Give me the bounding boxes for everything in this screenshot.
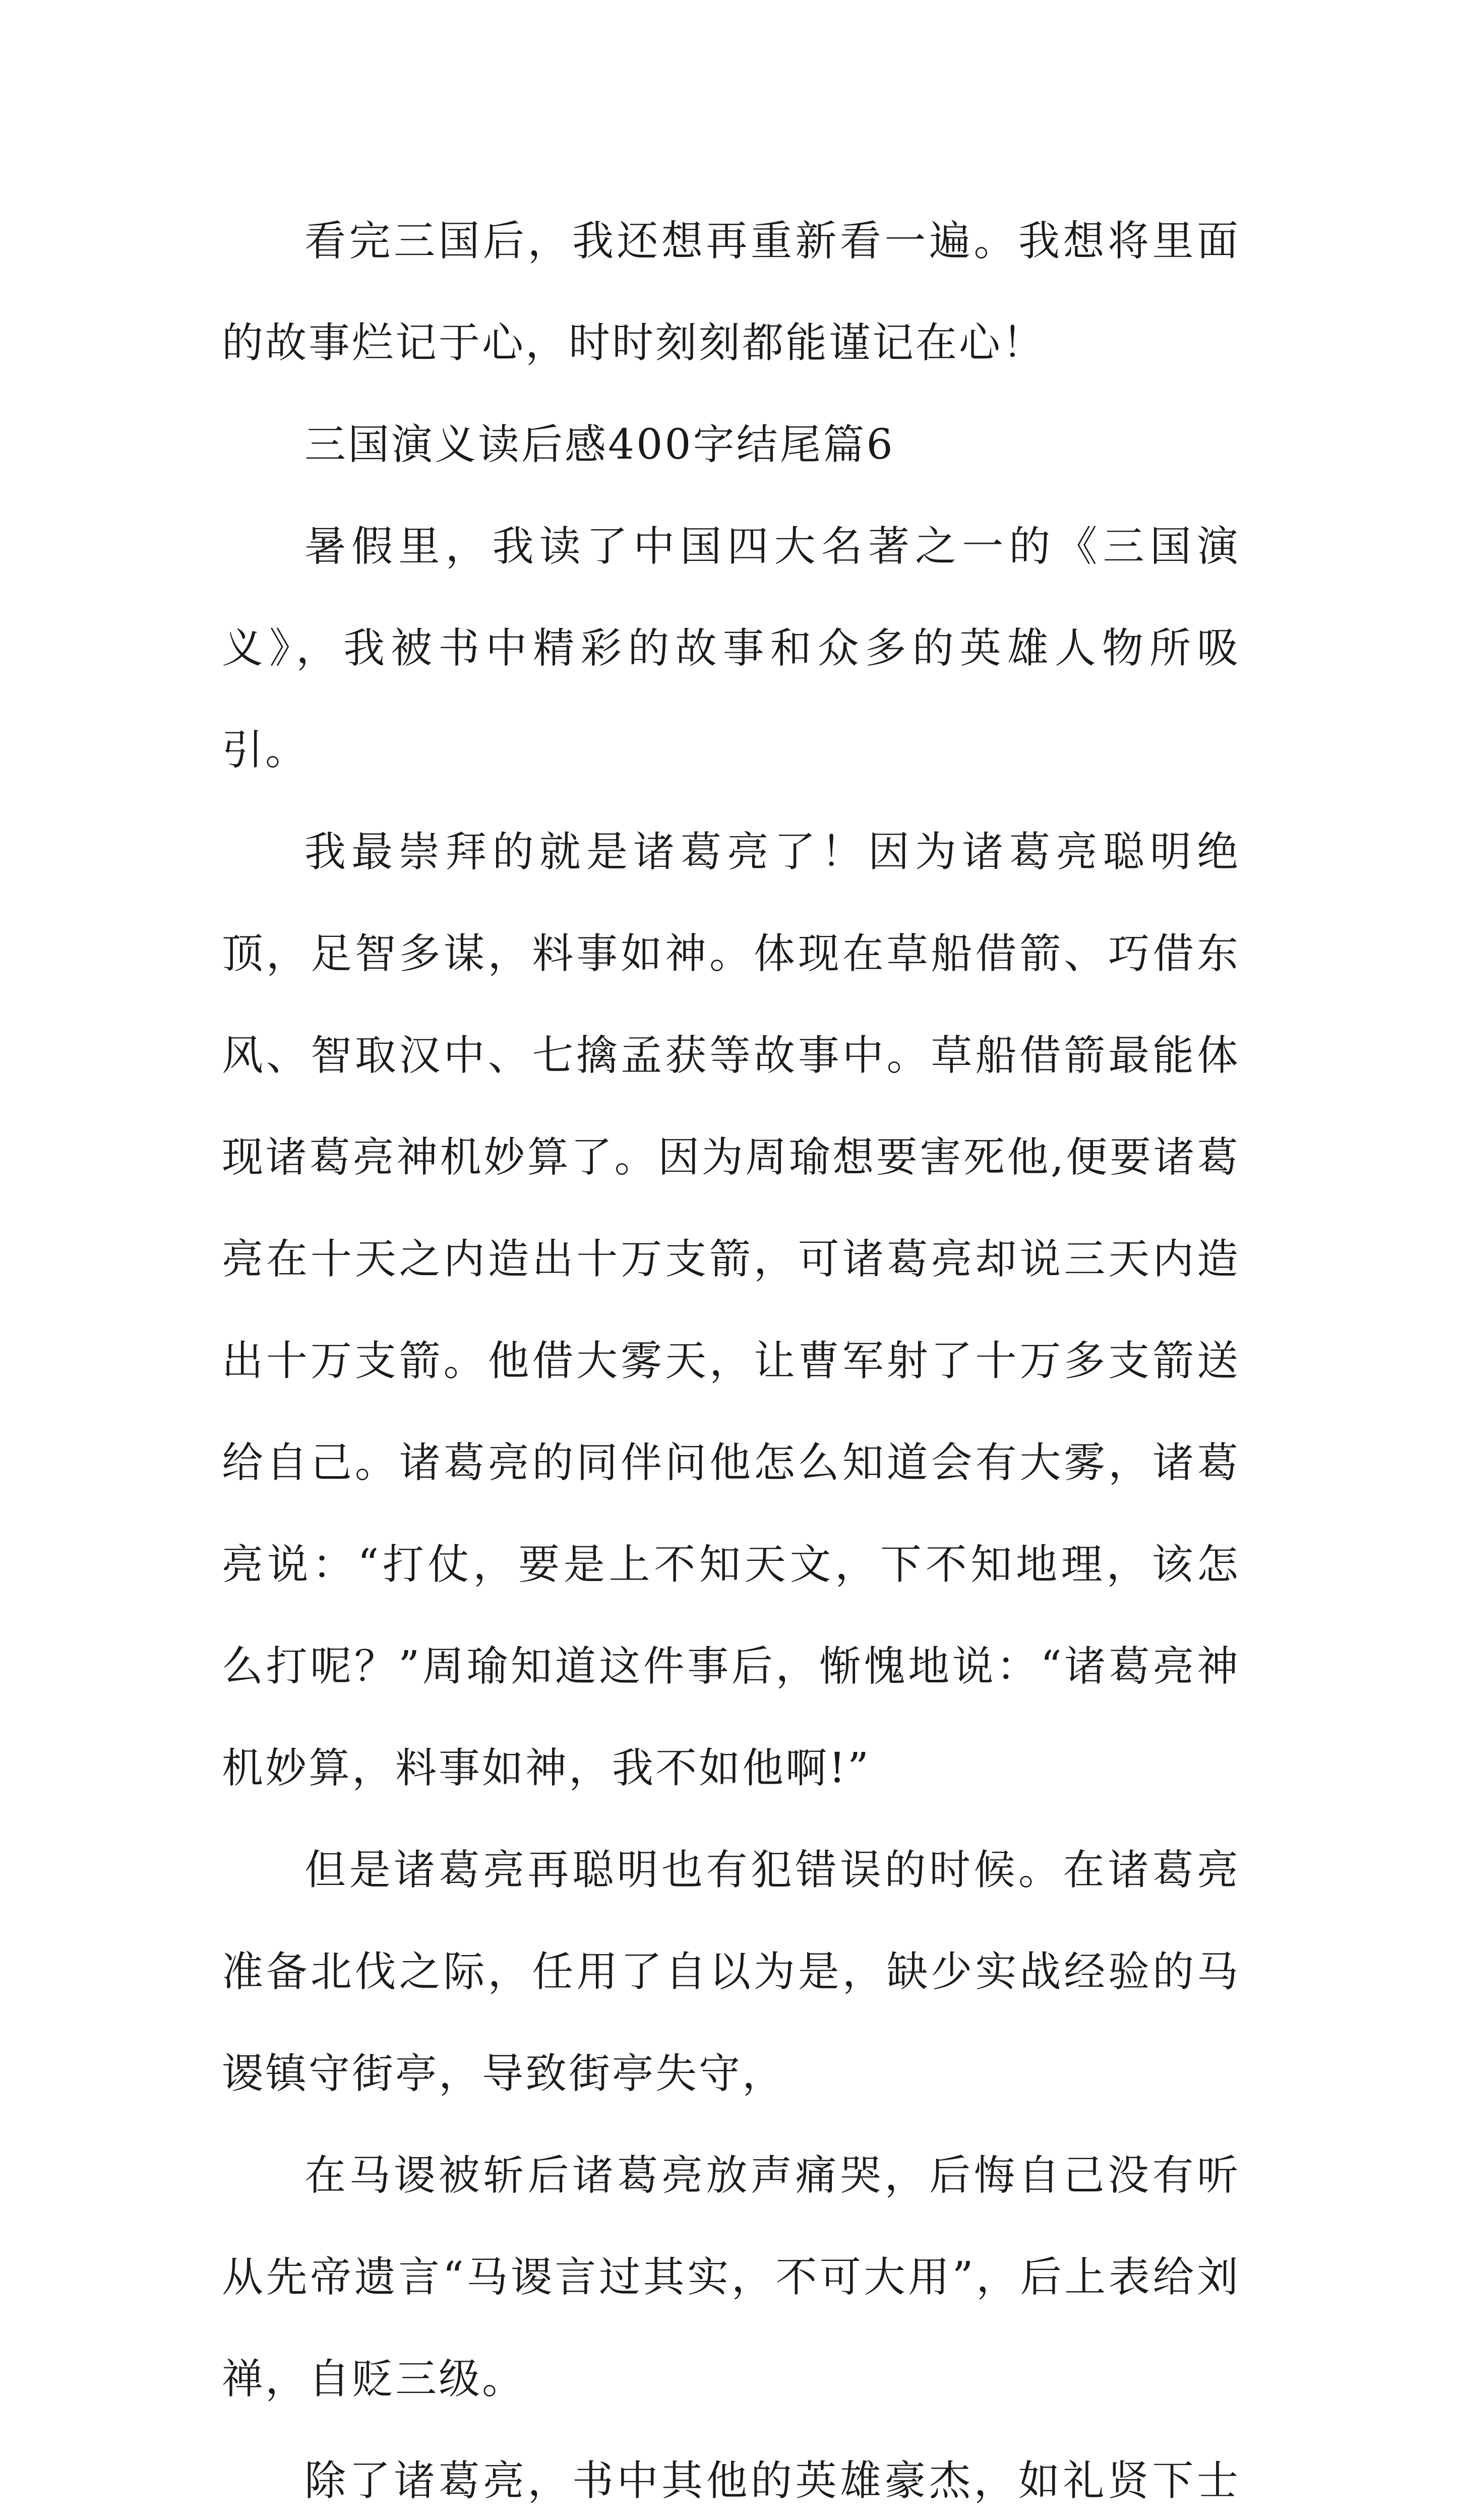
paragraph: 除了诸葛亮，书中其他的英雄豪杰，如礼贤下士 [305,2457,1240,2505]
paragraph: 我最崇拜的就是诸葛亮了！因为诸葛亮聪明绝顶，足智多谋，料事如神。体现在草船借箭、巧借东风、智取汉中、七擒孟获等故事中。草船借箭最能体现诸葛亮神机妙算了。因为周瑜想要害死他,便要诸葛亮在十天之内造出十万支箭，可诸葛亮却说三天内造出十万支箭。他借大雾天，让曹军射了十万多支箭送给自己。诸葛亮的同伴问他怎么知道会有大雾，诸葛亮说：“打仗，要是上不知天文，下不知地理，该怎么打呢？”周瑜知道这件事后，惭愧地说：“诸葛亮神机妙算，料事如神，我不如他啊!” [222,828,1240,1792]
paragraph: 暑假里，我读了中国四大名著之一的《三国演义》，我被书中精彩的故事和众多的英雄人物所吸引。 [222,523,1240,774]
paragraph: 但是诸葛亮再聪明也有犯错误的时候。在诸葛亮准备北伐之际，任用了自以为是，缺少实战经验的马谡镇守街亭，导致街亭失守， [222,1846,1240,2098]
paragraph: 看完三国后，我还想再重新看一遍。我想将里面的故事烂记于心，时时刻刻都能谨记在心！ [222,217,1240,367]
paragraph: 在马谡被斩后诸葛亮放声痛哭，后悔自己没有听从先帝遗言“马谡言过其实，不可大用”，后上表给刘禅，自贬三级。 [222,2152,1240,2403]
section-heading: 三国演义读后感400字结尾篇6 [305,421,895,469]
document-body [222,191,1240,2520]
